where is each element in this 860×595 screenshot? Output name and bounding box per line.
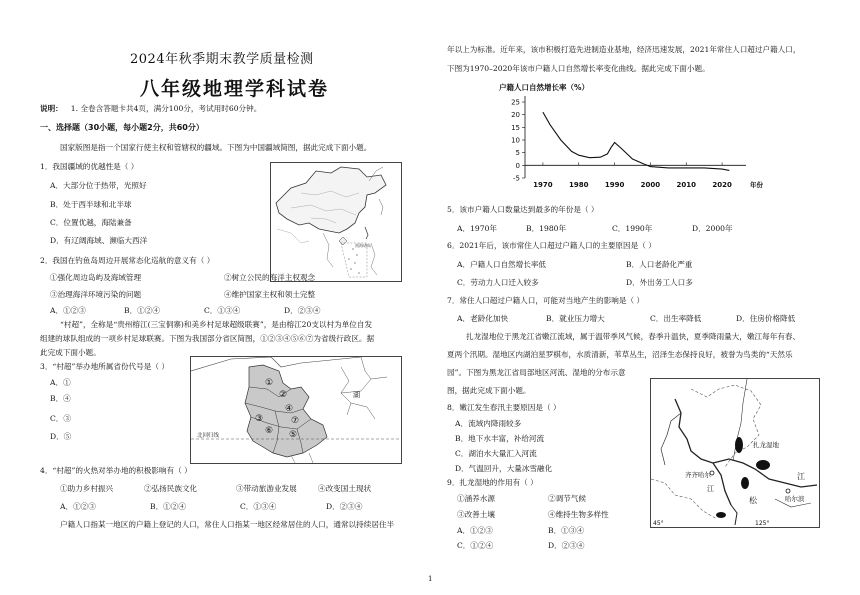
wetland-patch-1 (735, 437, 743, 453)
q7-option-d[interactable]: D．住房价格降低 (736, 314, 796, 323)
q8-option-c[interactable]: C．湖泊水大量汇入河流 (455, 449, 537, 458)
q9-stem: 9．扎龙湿地的作用有（ ） (447, 478, 538, 487)
q8-option-b[interactable]: B．地下水丰富，补给河流 (455, 434, 545, 443)
zhalong-label: 扎龙湿地 (753, 441, 779, 449)
q5-option-c[interactable]: C．1990年 (612, 224, 653, 233)
q9-item-1: ①涵养水源 (457, 494, 495, 503)
q5-option-a[interactable]: A．1970年 (457, 224, 497, 233)
q1-option-d[interactable]: D．有辽阔海域、濒临大西洋 (50, 236, 148, 245)
q3-option-d[interactable]: D．⑤ (50, 432, 72, 441)
q4-stem: 4．“村超”的火热对举办地的积极影响有（ ） (40, 466, 192, 475)
intro-2-line3: 此完成下面小题。 (40, 348, 101, 357)
intro-4-line1: 扎龙湿地位于黑龙江省嫩江流域，属于温带季风气候，春季升温快，夏季降雨量大，嫩江每年有春、 (466, 332, 801, 341)
harbin-city-marker (786, 489, 790, 493)
note-label: 说明： (40, 104, 63, 113)
province-label-3: ③ (255, 414, 264, 424)
y-tick-label: 20 (511, 111, 520, 120)
q2-option-b[interactable]: B．①②④ (124, 306, 160, 315)
population-growth-chart (495, 80, 785, 198)
x-tick-label: 1990 (604, 181, 625, 189)
province-label-4: ④ (285, 404, 294, 414)
lat-45-label: 45° (653, 520, 664, 527)
q6-stem: 6．2021年后，该市常住人口超过户籍人口的主要原因是（ ） (447, 241, 656, 250)
q5-option-b[interactable]: B．1980年 (526, 224, 567, 233)
province-label-1: ① (265, 378, 274, 388)
x-axis-label: 年份 (750, 181, 763, 189)
intro-3: 户籍人口指某一地区的户籍上登记的人口，常住人口指某一地区经常居住的人口，通常以持续居住半 (60, 520, 395, 529)
q4-item-3: ③带动旅游业发展 (236, 484, 297, 493)
x-tick-label: 1970 (533, 181, 553, 189)
q3-stem: 3．“村超”举办地所属省份代号是（ ） (40, 362, 169, 371)
song-label: 松 (749, 496, 757, 505)
q5-stem: 5．该市户籍人口数量达到最多的年份是（ ） (447, 205, 599, 214)
q7-stem: 7．常住人口超过户籍人口，可能对当地产生的影响是（ ） (447, 296, 645, 305)
q5-option-d[interactable]: D．2000年 (692, 224, 733, 233)
q4-item-4: ④改变国土现状 (318, 484, 372, 493)
q8-option-a[interactable]: A．流域内降雨较多 (455, 419, 522, 428)
intro-2-line2: 组建的球队组成的一项乡村足球联赛。下图为我国部分省区简图，①②③④⑤⑥⑦为省级行政区。据 (40, 334, 375, 343)
province-label-2: ② (279, 390, 288, 400)
q6-option-b[interactable]: B．人口老龄化严重 (626, 260, 693, 269)
q2-item-1: ①强化周边岛屿及海域管理 (50, 273, 142, 282)
q9-item-4: ④维持生物多样性 (548, 510, 609, 519)
q6-option-d[interactable]: D．外出务工人口多 (626, 278, 693, 287)
q1-stem: 1．我国疆域的优越性是（ ） (40, 162, 139, 171)
intro-4-line2: 夏两个汛期。湿地区内湖泊星罗棋布，水质清新，苇草丛生，沼泽生态保持良好，被誉为鸟类的“天然乐 (447, 350, 793, 359)
heilongjiang-map (650, 378, 820, 528)
intro-3-cont-line1: 年以上为标准。近年来，该市积极打造先进制造业基地，经济迅速发展，2021年常住人口超过户籍人口， (447, 45, 801, 54)
wetland-patch-2 (756, 460, 770, 470)
q2-option-c[interactable]: C．①③④ (204, 306, 241, 315)
q3-option-a[interactable]: A．① (50, 378, 71, 387)
intro-3-cont-line2: 下图为1970–2020年该市户籍人口自然增长率变化曲线。据此完成下面小题。 (447, 64, 710, 73)
x-tick-label: 2010 (676, 181, 696, 189)
harbin-label: 哈尔滨 (785, 495, 805, 503)
section-heading: 一、选择题（30小题，每小题2分，共60分） (40, 123, 204, 132)
intro-1: 国家版图是指一个国家行使主权和管辖权的疆域。下图为中国疆域简图，据此完成下面小题。 (60, 143, 372, 152)
q9-item-2: ②调节气候 (548, 494, 586, 503)
page-number: 1 (428, 575, 433, 583)
q4-item-1: ①助力乡村振兴 (60, 484, 114, 493)
q2-option-a[interactable]: A．①②③ (50, 306, 86, 315)
q2-stem: 2．我国在钓鱼岛周边开展常态化巡航的意义有（ ） (40, 256, 215, 265)
note-text: 1. 全卷含答题卡共4页，满分100分，考试用时60分钟。 (70, 104, 262, 113)
q2-item-2: ②树立公民的海洋主权观念 (224, 273, 316, 282)
y-tick-label: 10 (511, 136, 520, 145)
q4-item-2: ②弘扬民族文化 (144, 484, 198, 493)
wetland-patch-4 (716, 512, 726, 518)
q4-option-d[interactable]: D．②③④ (326, 502, 363, 511)
china-map (270, 162, 402, 282)
lake-label: 湖 (353, 391, 360, 399)
q2-item-4: ④维护国家主权和领土完整 (224, 290, 316, 299)
q6-option-a[interactable]: A．户籍人口自然增长率低 (457, 260, 547, 269)
tropic-label: 北回归线 (197, 433, 220, 439)
y-tick-label: 15 (511, 123, 520, 132)
q7-option-c[interactable]: C．出生率降低 (650, 314, 702, 323)
lon-125-label: 125° (755, 520, 770, 527)
q4-option-c[interactable]: C．①③④ (240, 502, 277, 511)
intro-2-line1: “村超”，全称是“贵州榕江(三宝侗寨)和美乡村足球超级联赛”，是由榕江20支以村为单位自发 (60, 320, 373, 329)
province-label-5: ⑤ (289, 430, 298, 440)
y-tick-label: 25 (511, 98, 520, 107)
q8-stem: 8．嫩江发生春汛主要原因是（ ） (447, 403, 561, 412)
growth-rate-line (543, 112, 729, 170)
y-tick-label: 0 (515, 161, 520, 170)
q1-option-c[interactable]: C．位置优越，海陆兼备 (50, 218, 132, 227)
province-label-6: ⑥ (265, 426, 274, 436)
q9-option-c[interactable]: C．①②④ (457, 541, 494, 550)
q4-option-b[interactable]: B．①②④ (150, 502, 186, 511)
intro-4-line4: 图，据此完成下面小题。 (447, 386, 531, 395)
q9-option-d[interactable]: D．②③④ (548, 541, 585, 550)
jiang-label-east: 江 (797, 472, 805, 481)
q9-option-b[interactable]: B．①③④ (548, 526, 584, 535)
y-tick-label: -5 (513, 174, 520, 183)
q9-item-3: ③改善土壤 (457, 510, 495, 519)
jiang-label: 江 (707, 485, 714, 493)
exam-subtitle: 八年级地理学科试卷 (140, 78, 330, 100)
q3-option-c[interactable]: C．③ (50, 414, 71, 423)
q6-option-c[interactable]: C．劳动力人口迁入较多 (457, 278, 539, 287)
provinces-map (190, 356, 402, 464)
q8-option-d[interactable]: D．气温回升，大量冰雪融化 (455, 464, 553, 473)
q3-option-b[interactable]: B．④ (50, 394, 71, 403)
q2-option-d[interactable]: D．②③④ (284, 306, 321, 315)
q7-option-b[interactable]: B．就业压力增大 (546, 314, 605, 323)
x-tick-label: 2000 (640, 181, 661, 189)
q4-option-a[interactable]: A．①②③ (60, 502, 96, 511)
q9-option-a[interactable]: A．①②③ (457, 526, 493, 535)
q2-item-3: ③治理海洋环境污染的问题 (50, 290, 142, 299)
chart-title: 户籍人口自然增长率（%） (499, 83, 590, 92)
q7-option-a[interactable]: A．老龄化加快 (457, 314, 509, 323)
q1-option-a[interactable]: A．大部分位于热带，光照好 (50, 181, 147, 190)
exam-title: 2024年秋季期末教学质量检测 (130, 52, 314, 67)
y-tick-label: 5 (515, 149, 520, 158)
south-sea-label: 南海诸岛 (355, 243, 371, 248)
q1-option-b[interactable]: B．处于西半球和北半球 (50, 200, 132, 209)
intro-4-line3: 园”。下图为黑龙江省局部地区河流、湿地的分布示意 (447, 368, 626, 377)
wetland-patch-3 (741, 477, 749, 489)
x-tick-label: 1980 (569, 181, 589, 189)
qiqihar-label: 齐齐哈尔 (685, 471, 711, 479)
province-label-7: ⑦ (291, 416, 300, 426)
x-tick-label: 2020 (712, 181, 732, 189)
